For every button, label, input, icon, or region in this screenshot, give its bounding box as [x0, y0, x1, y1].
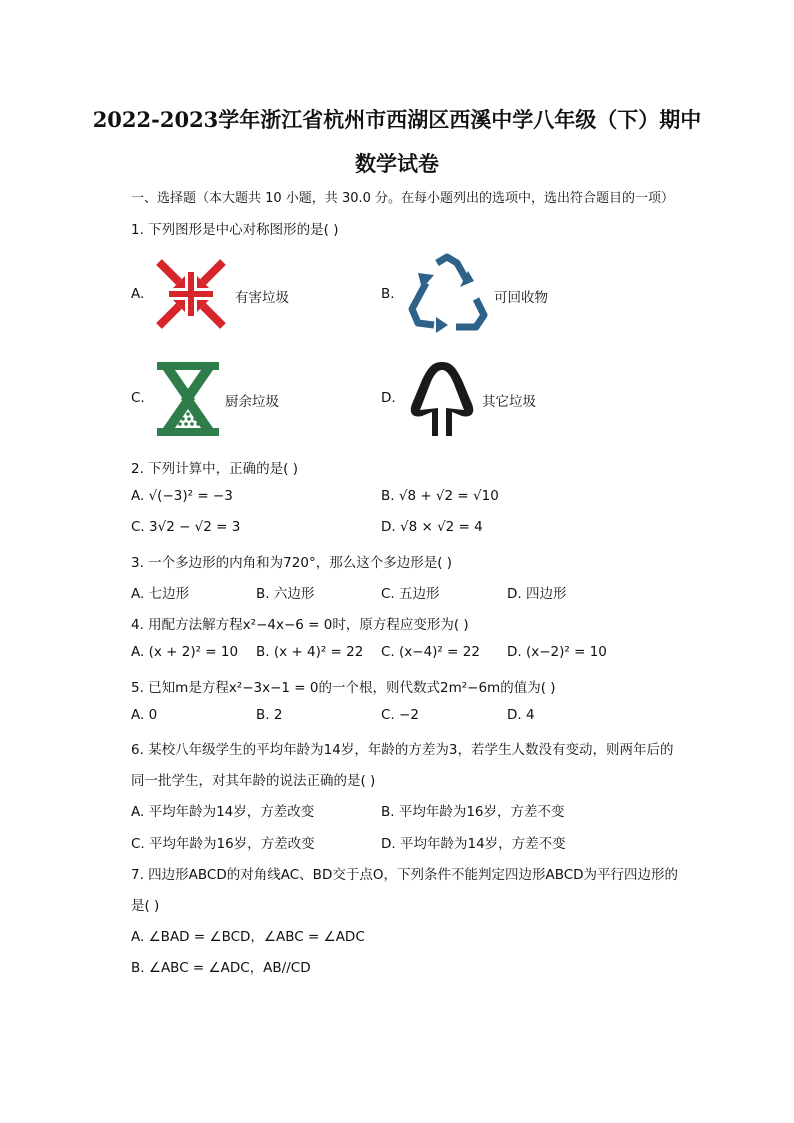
- q7-stem-line-1: 7. 四边形ABCD的对角线AC、BD交于点O，下列条件不能判定四边形ABCD为平行四边形的: [131, 867, 679, 883]
- other-waste-icon: [408, 358, 476, 440]
- q5-stem: 5. 已知m是方程x²−3x−1 = 0的一个根，则代数式2m²−6m的值为( ): [131, 680, 556, 696]
- q2-stem: 2. 下列计算中，正确的是( ): [131, 461, 298, 477]
- q2-option-a: A. √(−3)² = −3: [131, 488, 233, 504]
- q4-option-c: C. (x−4)² = 22: [381, 644, 480, 660]
- section-heading: 一、选择题（本大题共 10 小题，共 30.0 分。在每小题列出的选项中，选出符合题目的一项）: [131, 191, 675, 206]
- q7-option-b: B. ∠ABC = ∠ADC，AB//CD: [131, 960, 311, 976]
- hazardous-waste-icon: [155, 258, 227, 330]
- q5-option-a: A. 0: [131, 707, 158, 723]
- q3-option-d: D. 四边形: [507, 586, 567, 602]
- q2-option-d: D. √8 × √2 = 4: [381, 519, 483, 535]
- q4-option-a: A. (x + 2)² = 10: [131, 644, 239, 660]
- q3-option-b: B. 六边形: [256, 586, 315, 602]
- title-line-1: 2022-2023学年浙江省杭州市西湖区西溪中学八年级（下）期中: [92, 107, 702, 132]
- kitchen-waste-icon: [155, 360, 221, 438]
- q5-option-c: C. −2: [381, 707, 419, 723]
- q6-option-c: C. 平均年龄为16岁，方差改变: [131, 836, 315, 852]
- q2-option-b: B. √8 + √2 = √10: [381, 488, 499, 504]
- q6-option-a: A. 平均年龄为14岁，方差改变: [131, 804, 315, 820]
- q7-stem-line-2: 是( ): [131, 898, 160, 914]
- q3-stem: 3. 一个多边形的内角和为720°，那么这个多边形是( ): [131, 555, 453, 571]
- q1-option-c-letter: C.: [131, 390, 145, 406]
- q2-option-c: C. 3√2 − √2 = 3: [131, 519, 241, 535]
- q6-option-d: D. 平均年龄为14岁，方差不变: [381, 836, 566, 852]
- q5-option-b: B. 2: [256, 707, 283, 723]
- q1-option-d-label: 其它垃圾: [482, 394, 536, 410]
- q4-option-b: B. (x + 4)² = 22: [256, 644, 364, 660]
- q1-option-a-label: 有害垃圾: [235, 290, 289, 306]
- title-line-2: 数学试卷: [355, 151, 439, 176]
- q1-stem: 1. 下列图形是中心对称图形的是( ): [131, 222, 339, 238]
- q1-option-b-label: 可回收物: [494, 290, 548, 306]
- q6-option-b: B. 平均年龄为16岁，方差不变: [381, 804, 565, 820]
- q5-option-d: D. 4: [507, 707, 535, 723]
- q6-stem-line-1: 6. 某校八年级学生的平均年龄为14岁，年龄的方差为3，若学生人数没有变动，则两年后的: [131, 742, 674, 758]
- q4-option-d: D. (x−2)² = 10: [507, 644, 607, 660]
- q7-option-a: A. ∠BAD = ∠BCD，∠ABC = ∠ADC: [131, 929, 365, 945]
- q1-option-d-letter: D.: [381, 390, 396, 406]
- q6-stem-line-2: 同一批学生，对其年龄的说法正确的是( ): [131, 773, 376, 789]
- q3-option-a: A. 七边形: [131, 586, 190, 602]
- q3-option-c: C. 五边形: [381, 586, 440, 602]
- q1-option-c-label: 厨余垃圾: [225, 394, 279, 410]
- q4-stem: 4. 用配方法解方程x²−4x−6 = 0时，原方程应变形为( ): [131, 617, 469, 633]
- recycle-icon: [404, 253, 490, 333]
- q1-option-a-letter: A.: [131, 286, 145, 302]
- q1-option-b-letter: B.: [381, 286, 395, 302]
